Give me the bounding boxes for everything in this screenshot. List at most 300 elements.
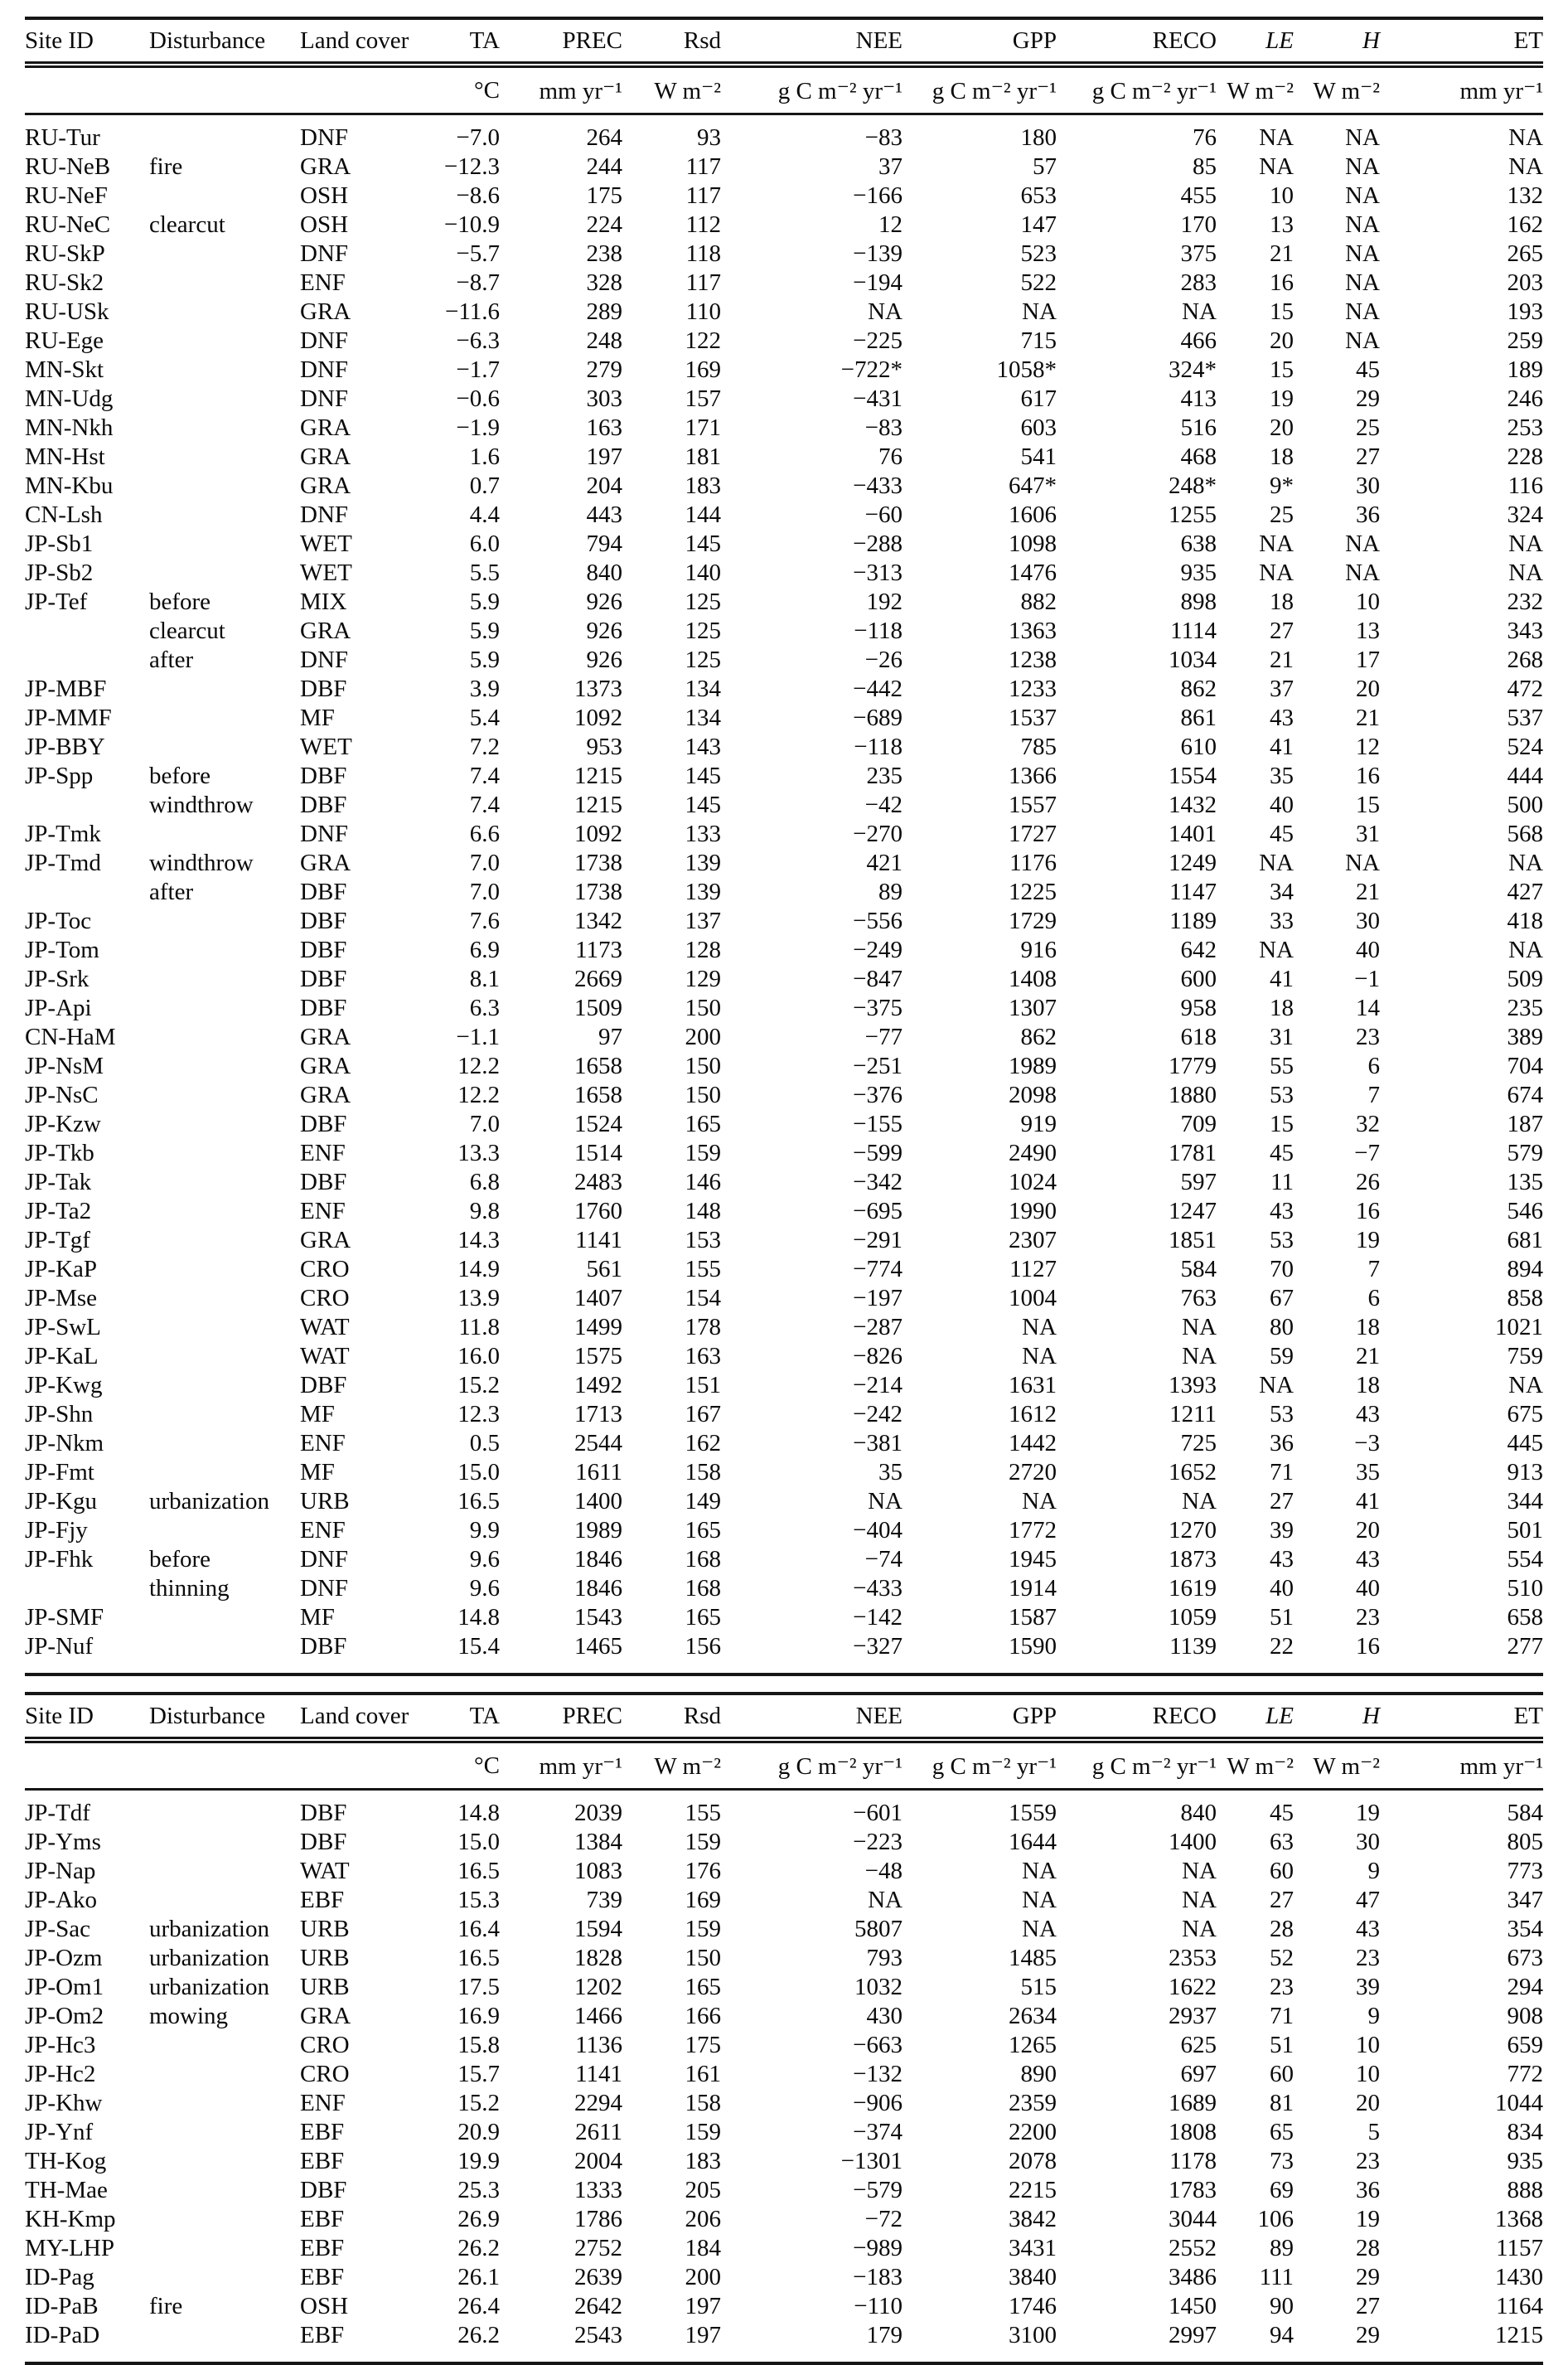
site-id-cell bbox=[25, 646, 149, 675]
table-row bbox=[25, 675, 1543, 704]
table-cell: 2720 bbox=[1009, 1459, 1057, 1485]
table-cell: 116 bbox=[1508, 473, 1543, 499]
unit-blank bbox=[300, 65, 419, 114]
table-cell bbox=[149, 385, 300, 414]
table-cell: 2483 bbox=[574, 1169, 622, 1195]
table-cell: −288 bbox=[853, 531, 903, 557]
table-cell: −270 bbox=[853, 821, 903, 847]
site-id-cell: MN-Nkh bbox=[25, 414, 114, 441]
table-cell: −26 bbox=[864, 647, 903, 673]
table-cell: 890 bbox=[1020, 2061, 1057, 2087]
table-row bbox=[25, 240, 1543, 269]
table-cell: 16.5 bbox=[457, 1858, 500, 1884]
table-cell: 858 bbox=[1507, 1285, 1543, 1311]
table-cell: 137 bbox=[685, 908, 721, 934]
site-id-cell: JP-Fjy bbox=[25, 1517, 88, 1544]
table-cell: 200 bbox=[685, 2264, 721, 2290]
table-cell: 11.8 bbox=[458, 1314, 500, 1340]
table-cell: 15 bbox=[1270, 298, 1294, 325]
table-cell: 1873 bbox=[1169, 1546, 1217, 1573]
table-cell: 584 bbox=[1180, 1256, 1217, 1282]
table-cell: 16.5 bbox=[457, 1488, 500, 1514]
column-header-le: LE bbox=[1217, 1694, 1294, 1740]
column-header-et: ET bbox=[1380, 18, 1543, 65]
table-cell: 1689 bbox=[1169, 2090, 1217, 2116]
table-cell: 19 bbox=[1356, 2206, 1380, 2232]
table-cell: 9* bbox=[1270, 473, 1294, 499]
table-cell: 2997 bbox=[1169, 2322, 1217, 2348]
table-cell: 898 bbox=[1180, 589, 1217, 615]
table-cell: −12.3 bbox=[443, 153, 500, 180]
table-cell: 888 bbox=[1507, 2177, 1543, 2203]
column-header-row bbox=[25, 18, 1543, 65]
table-cell: 1044 bbox=[1495, 2090, 1543, 2116]
table-cell: 659 bbox=[1507, 2032, 1543, 2058]
table-row bbox=[25, 1429, 1543, 1458]
table-cell: −433 bbox=[853, 473, 903, 499]
table-cell: NA bbox=[1345, 560, 1380, 586]
table-cell: 90 bbox=[1270, 2293, 1294, 2319]
table-cell: 1476 bbox=[1009, 560, 1057, 586]
table-row bbox=[25, 2205, 1543, 2234]
table-cell: 197 bbox=[685, 2293, 721, 2319]
table-cell: 3840 bbox=[1009, 2264, 1057, 2290]
table-cell: 1058* bbox=[996, 356, 1057, 383]
table-cell: 2937 bbox=[1169, 2003, 1217, 2029]
table-cell bbox=[149, 1023, 300, 1052]
table-cell: 51 bbox=[1270, 1604, 1294, 1631]
table-cell: 1024 bbox=[1009, 1169, 1057, 1195]
table-cell: −556 bbox=[853, 908, 903, 934]
table-row bbox=[25, 733, 1543, 762]
table-cell: 430 bbox=[866, 2003, 903, 2029]
table-cell: 1430 bbox=[1495, 2264, 1543, 2290]
table-cell: NA bbox=[1508, 124, 1543, 151]
table-cell: EBF bbox=[300, 2148, 345, 2174]
table-row bbox=[25, 1545, 1543, 1574]
table-cell: 140 bbox=[685, 560, 721, 586]
table-cell: 5807 bbox=[854, 1916, 903, 1942]
site-id-cell: JP-Hc3 bbox=[25, 2032, 96, 2058]
table-cell: −83 bbox=[864, 414, 903, 441]
table-cell: EBF bbox=[300, 1887, 345, 1913]
table-cell: urbanization bbox=[149, 1488, 269, 1514]
table-cell: 10 bbox=[1356, 2061, 1380, 2087]
table-cell: −0.6 bbox=[456, 385, 500, 412]
table-cell: 2098 bbox=[1009, 1082, 1057, 1108]
table-cell: 1307 bbox=[1009, 995, 1057, 1021]
table-cell: NA bbox=[1022, 1858, 1057, 1884]
table-cell: 63 bbox=[1270, 1829, 1294, 1855]
table-cell: 739 bbox=[586, 1887, 622, 1913]
table-cell: 1622 bbox=[1169, 1974, 1217, 2000]
table-cell: NA bbox=[1182, 1858, 1217, 1884]
table-cell: 21 bbox=[1356, 705, 1380, 731]
table-row bbox=[25, 472, 1543, 501]
table-cell: GRA bbox=[300, 1082, 351, 1108]
unit-blank bbox=[300, 1740, 419, 1790]
table-row bbox=[25, 2263, 1543, 2292]
table-cell: 45 bbox=[1356, 356, 1380, 383]
table-cell: 29 bbox=[1356, 385, 1380, 412]
table-cell: 916 bbox=[1020, 937, 1057, 963]
table-cell: 1587 bbox=[1009, 1604, 1057, 1631]
table-row bbox=[25, 114, 1543, 153]
table-cell: 150 bbox=[685, 995, 721, 1021]
table-cell: NA bbox=[1345, 327, 1380, 354]
table-cell: −774 bbox=[853, 1256, 903, 1282]
table-cell: 1164 bbox=[1496, 2293, 1543, 2319]
table-cell: −599 bbox=[853, 1140, 903, 1166]
table-cell: 168 bbox=[685, 1546, 721, 1573]
table-cell: 1450 bbox=[1169, 2293, 1217, 2319]
table-cell: DBF bbox=[300, 937, 347, 963]
table-header bbox=[25, 1694, 1543, 1790]
table-cell: 17 bbox=[1356, 647, 1380, 673]
table-cell: 5 bbox=[1367, 2119, 1380, 2145]
table-cell: 283 bbox=[1180, 269, 1217, 296]
table-cell: 861 bbox=[1180, 705, 1217, 731]
table-cell: URB bbox=[300, 1974, 350, 2000]
table-cell: 76 bbox=[1193, 124, 1217, 151]
table-cell: −223 bbox=[853, 1829, 903, 1855]
table-cell: 1524 bbox=[574, 1111, 622, 1137]
table-cell: 2544 bbox=[574, 1430, 622, 1456]
table-cell: 418 bbox=[1507, 908, 1543, 934]
table-cell: 509 bbox=[1507, 966, 1543, 992]
table-cell: 1644 bbox=[1009, 1829, 1057, 1855]
table-cell: 2078 bbox=[1009, 2148, 1057, 2174]
table-cell: 375 bbox=[1180, 240, 1217, 267]
table-row bbox=[25, 1487, 1543, 1516]
table-cell: 1729 bbox=[1009, 908, 1057, 934]
table-cell: NA bbox=[1182, 1314, 1217, 1340]
table-cell: 19.9 bbox=[457, 2148, 500, 2174]
table-cell: −60 bbox=[864, 502, 903, 528]
table-cell: 953 bbox=[586, 734, 622, 760]
table-cell bbox=[149, 443, 300, 472]
table-cell: 151 bbox=[685, 1372, 721, 1398]
site-id-cell: JP-Nuf bbox=[25, 1633, 94, 1660]
table-cell bbox=[149, 530, 300, 559]
table-cell: GRA bbox=[300, 443, 351, 470]
table-cell: 1808 bbox=[1169, 2119, 1217, 2145]
table-cell: 1368 bbox=[1495, 2206, 1543, 2232]
table-cell: ENF bbox=[300, 1140, 346, 1166]
table-cell: WAT bbox=[300, 1343, 350, 1369]
table-cell: 1255 bbox=[1169, 502, 1217, 528]
table-cell: 15.4 bbox=[457, 1633, 500, 1660]
table-cell: 45 bbox=[1270, 1140, 1294, 1166]
table-cell: 1738 bbox=[574, 879, 622, 905]
table-cell: 117 bbox=[685, 182, 721, 209]
table-cell: 192 bbox=[866, 589, 903, 615]
site-id-cell bbox=[25, 791, 149, 820]
table-cell: URB bbox=[300, 1916, 350, 1942]
table-cell: 1270 bbox=[1169, 1517, 1217, 1544]
table-cell: 1342 bbox=[574, 908, 622, 934]
table-cell: 162 bbox=[1507, 211, 1543, 238]
table-cell: 1514 bbox=[574, 1140, 622, 1166]
table-cell: 2359 bbox=[1009, 2090, 1057, 2116]
table-cell: URB bbox=[300, 1945, 350, 1971]
table-cell: 16.9 bbox=[457, 2003, 500, 2029]
site-id-cell: JP-Mse bbox=[25, 1285, 98, 1311]
table-cell: 165 bbox=[685, 1517, 721, 1544]
table-cell: 259 bbox=[1507, 327, 1543, 354]
table-cell: 389 bbox=[1507, 1024, 1543, 1050]
table-cell: 1408 bbox=[1009, 966, 1057, 992]
site-id-cell: JP-NsC bbox=[25, 1082, 99, 1108]
table-cell: 40 bbox=[1356, 1575, 1380, 1602]
table-cell bbox=[149, 1458, 300, 1487]
table-cell: 1432 bbox=[1169, 792, 1217, 818]
table-cell: −291 bbox=[853, 1227, 903, 1253]
table-cell: 235 bbox=[866, 763, 903, 789]
table-cell: 35 bbox=[878, 1459, 903, 1485]
table-row bbox=[25, 646, 1543, 675]
table-cell: NA bbox=[1022, 298, 1057, 325]
site-id-cell: RU-Sk2 bbox=[25, 269, 104, 296]
table-cell: 926 bbox=[586, 618, 622, 644]
table-cell: 43 bbox=[1356, 1401, 1380, 1427]
table-cell: NA bbox=[1508, 560, 1543, 586]
table-cell: 1147 bbox=[1169, 879, 1217, 905]
table-cell bbox=[149, 414, 300, 443]
table-row bbox=[25, 849, 1543, 878]
table-cell bbox=[149, 2263, 300, 2292]
site-id-cell: RU-NeC bbox=[25, 211, 111, 238]
site-id-cell: JP-Kzw bbox=[25, 1111, 101, 1137]
table-cell: 625 bbox=[1180, 2032, 1217, 2058]
table-cell: 180 bbox=[1020, 124, 1057, 151]
table-cell: 908 bbox=[1507, 2003, 1543, 2029]
site-id-cell: CN-HaM bbox=[25, 1024, 116, 1050]
table-cell: WAT bbox=[300, 1858, 350, 1884]
table-cell: 150 bbox=[685, 1053, 721, 1079]
table-cell: 2552 bbox=[1169, 2235, 1217, 2261]
table-cell: 1034 bbox=[1169, 647, 1217, 673]
table-cell: 1880 bbox=[1169, 1082, 1217, 1108]
table-cell bbox=[149, 1226, 300, 1255]
table-cell: 39 bbox=[1356, 1974, 1380, 2000]
table-cell: 26 bbox=[1356, 1169, 1380, 1195]
table-cell: 328 bbox=[586, 269, 622, 296]
table-cell: 1092 bbox=[574, 821, 622, 847]
table-cell: −7.0 bbox=[456, 124, 500, 151]
table-cell: GRA bbox=[300, 1053, 351, 1079]
table-cell: −1.7 bbox=[456, 356, 500, 383]
table-cell: 23 bbox=[1270, 1974, 1294, 2000]
table-cell: 14.8 bbox=[457, 1800, 500, 1826]
table-cell: urbanization bbox=[149, 1974, 269, 2000]
table-cell: 16 bbox=[1356, 1633, 1380, 1660]
table-cell: 1373 bbox=[574, 676, 622, 702]
table-cell: 2634 bbox=[1009, 2003, 1057, 2029]
unit-label: °C bbox=[419, 1740, 500, 1790]
table-cell: −74 bbox=[864, 1546, 903, 1573]
table-row bbox=[25, 1168, 1543, 1197]
site-id-cell: JP-KaP bbox=[25, 1256, 98, 1282]
table-cell: 29 bbox=[1356, 2322, 1380, 2348]
column-header-ta: TA bbox=[419, 18, 500, 65]
table-cell: 146 bbox=[685, 1169, 721, 1195]
table-cell: 15.2 bbox=[457, 1372, 500, 1398]
table-cell: 170 bbox=[1180, 211, 1217, 238]
table-cell: 1554 bbox=[1169, 763, 1217, 789]
table-cell: 23 bbox=[1356, 1604, 1380, 1631]
site-id-cell: JP-Tef bbox=[25, 589, 88, 615]
table-cell: 134 bbox=[685, 705, 721, 731]
table-cell: NA bbox=[1022, 1887, 1057, 1913]
site-id-cell: MN-Udg bbox=[25, 385, 114, 412]
table-cell: 155 bbox=[685, 1800, 721, 1826]
site-id-cell: JP-Srk bbox=[25, 966, 90, 992]
table-cell: NA bbox=[1508, 937, 1543, 963]
table-cell: 1215 bbox=[574, 763, 622, 789]
unit-blank bbox=[149, 1740, 300, 1790]
site-id-cell: JP-Ozm bbox=[25, 1945, 103, 1971]
table-cell: 277 bbox=[1507, 1633, 1543, 1660]
site-id-cell: JP-Spp bbox=[25, 763, 94, 789]
table-cell: 935 bbox=[1180, 560, 1217, 586]
table-cell: 147 bbox=[1020, 211, 1057, 238]
table-cell: OSH bbox=[300, 2293, 349, 2319]
table-cell: 187 bbox=[1507, 1111, 1543, 1137]
table-cell: −1 bbox=[1354, 966, 1380, 992]
table-cell: 248* bbox=[1169, 473, 1217, 499]
column-header-rsd: Rsd bbox=[622, 1694, 721, 1740]
table-row bbox=[25, 2234, 1543, 2263]
table-cell: 541 bbox=[1020, 443, 1057, 470]
table-row bbox=[25, 936, 1543, 965]
table-cell: 1746 bbox=[1009, 2293, 1057, 2319]
table-cell: 45 bbox=[1270, 1800, 1294, 1826]
table-cell: 23 bbox=[1356, 2148, 1380, 2174]
unit-label: °C bbox=[419, 65, 500, 114]
table-cell: 289 bbox=[586, 298, 622, 325]
table-cell: 70 bbox=[1270, 1256, 1294, 1282]
site-id-cell: RU-NeF bbox=[25, 182, 108, 209]
table-cell: GRA bbox=[300, 618, 351, 644]
column-header-et: ET bbox=[1380, 1694, 1543, 1740]
table-cell: 2294 bbox=[574, 2090, 622, 2116]
unit-label: W m⁻² bbox=[1217, 1740, 1294, 1790]
table-cell: 638 bbox=[1180, 531, 1217, 557]
table-cell: 455 bbox=[1180, 182, 1217, 209]
table-cell: 840 bbox=[586, 560, 622, 586]
table-row bbox=[25, 1255, 1543, 1284]
site-id-cell: JP-Tkb bbox=[25, 1140, 94, 1166]
table-cell: −431 bbox=[853, 385, 903, 412]
table-cell: 443 bbox=[586, 502, 622, 528]
column-header-prec: PREC bbox=[500, 1694, 622, 1740]
table-cell: 155 bbox=[685, 1256, 721, 1282]
table-cell: GRA bbox=[300, 298, 351, 325]
table-cell: 18 bbox=[1270, 443, 1294, 470]
table-cell: 1233 bbox=[1009, 676, 1057, 702]
table-cell: 4.4 bbox=[469, 502, 500, 528]
table-cell: 5.9 bbox=[469, 589, 500, 615]
table-cell: 178 bbox=[685, 1314, 721, 1340]
site-id-cell: JP-Sb1 bbox=[25, 531, 94, 557]
table-cell: 10 bbox=[1356, 2032, 1380, 2058]
table-row bbox=[25, 1944, 1543, 1973]
table-cell: −287 bbox=[853, 1314, 903, 1340]
table-cell: 125 bbox=[685, 618, 721, 644]
table-cell: NA bbox=[868, 1488, 903, 1514]
table-cell: DBF bbox=[300, 879, 347, 905]
table-cell: 117 bbox=[685, 153, 721, 180]
table-cell: 244 bbox=[586, 153, 622, 180]
table-cell: −8.7 bbox=[456, 269, 500, 296]
table-cell: 33 bbox=[1270, 908, 1294, 934]
table-cell: 1393 bbox=[1169, 1372, 1217, 1398]
column-header-land-cover: Land cover bbox=[300, 1694, 419, 1740]
table-cell: DBF bbox=[300, 1372, 347, 1398]
table-cell: 1401 bbox=[1169, 821, 1217, 847]
table-cell: 501 bbox=[1507, 1517, 1543, 1544]
table-cell: 31 bbox=[1270, 1024, 1294, 1050]
table-cell: fire bbox=[149, 153, 183, 180]
table-row bbox=[25, 1371, 1543, 1400]
table-cell: before bbox=[149, 1546, 211, 1573]
table-cell: 958 bbox=[1180, 995, 1217, 1021]
table-cell bbox=[149, 2234, 300, 2263]
table-cell: 73 bbox=[1270, 2148, 1294, 2174]
table-cell: −194 bbox=[853, 269, 903, 296]
table-cell: windthrow bbox=[149, 792, 254, 818]
table-cell: 2611 bbox=[575, 2119, 622, 2145]
table-cell bbox=[149, 2176, 300, 2205]
table-cell: DNF bbox=[300, 1575, 349, 1602]
table-cell: 28 bbox=[1270, 1916, 1294, 1942]
table-cell: 139 bbox=[685, 850, 721, 876]
table-cell: 157 bbox=[685, 385, 721, 412]
site-id-cell: JP-SMF bbox=[25, 1604, 104, 1631]
table-cell: 20 bbox=[1270, 414, 1294, 441]
table-cell: 5.9 bbox=[469, 647, 500, 673]
table-cell bbox=[149, 2147, 300, 2176]
table-cell: 2200 bbox=[1009, 2119, 1057, 2145]
table-cell: 30 bbox=[1356, 1829, 1380, 1855]
table-cell: 145 bbox=[685, 763, 721, 789]
table-cell: 26.4 bbox=[457, 2293, 500, 2319]
flux-site-table-1 bbox=[25, 17, 1543, 1676]
table-cell: 1176 bbox=[1009, 850, 1057, 876]
table-cell: 1366 bbox=[1009, 763, 1057, 789]
units-row bbox=[25, 65, 1543, 114]
table-cell: windthrow bbox=[149, 850, 254, 876]
unit-label: g C m⁻² yr⁻¹ bbox=[903, 65, 1057, 114]
table-cell: 1851 bbox=[1169, 1227, 1217, 1253]
table-cell: 159 bbox=[685, 1829, 721, 1855]
table-cell: NA bbox=[1259, 124, 1294, 151]
table-cell: 34 bbox=[1270, 879, 1294, 905]
table-cell: 834 bbox=[1507, 2119, 1543, 2145]
table-cell: 2752 bbox=[574, 2235, 622, 2261]
table-cell: 30 bbox=[1356, 908, 1380, 934]
table-cell bbox=[149, 501, 300, 530]
site-id-cell: JP-Ta2 bbox=[25, 1198, 92, 1224]
table-cell: 1157 bbox=[1496, 2235, 1543, 2261]
table-cell: 9 bbox=[1367, 2003, 1380, 2029]
table-cell: 28 bbox=[1356, 2235, 1380, 2261]
table-cell: 468 bbox=[1180, 443, 1217, 470]
table-cell: 2669 bbox=[574, 966, 622, 992]
table-cell: 1658 bbox=[574, 1053, 622, 1079]
site-id-cell: JP-Khw bbox=[25, 2090, 103, 2116]
